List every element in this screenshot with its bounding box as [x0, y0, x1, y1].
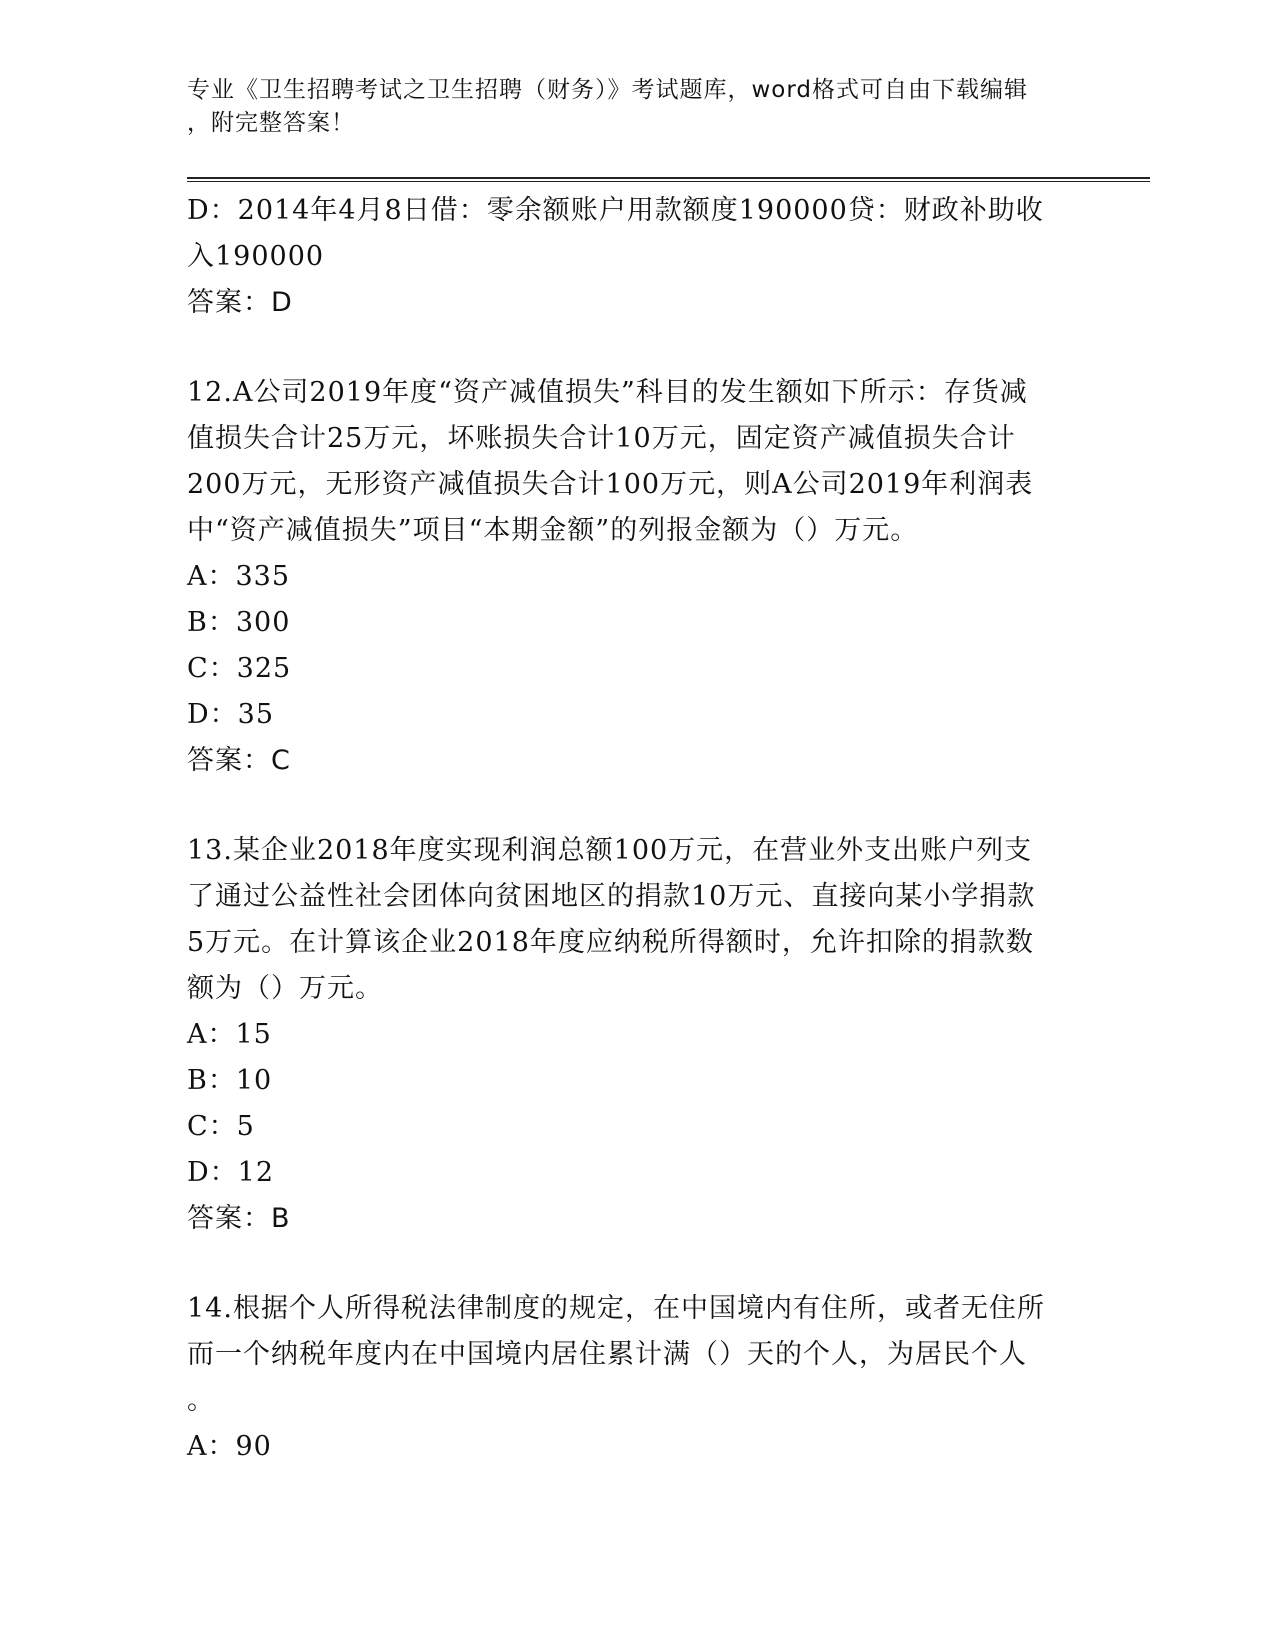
header-rule-thick	[187, 177, 1150, 179]
spacer	[187, 326, 1087, 370]
q12-stem-line-1: 12.A公司2019年度“资产减值损失”科目的发生额如下所示：存货减	[187, 377, 1028, 408]
q12-option-b: B：300	[187, 607, 291, 638]
q13-option-b: B：10	[187, 1065, 273, 1096]
q11-option-d-line-1: D：2014年4月8日借：零余额账户用款额度190000贷：财政补助收	[187, 195, 1044, 226]
spacer	[187, 784, 1087, 828]
q11-option-d-line-2: 入190000	[187, 241, 325, 272]
document-body	[187, 188, 1087, 1470]
q13-stem-line-3: 5万元。在计算该企业2018年度应纳税所得额时，允许扣除的捐款数	[187, 927, 1034, 958]
question-12	[187, 370, 1087, 784]
q14-stem-line-1: 14.根据个人所得税法律制度的规定，在中国境内有住所，或者无住所	[187, 1293, 1045, 1324]
q12-stem-line-3: 200万元，无形资产减值损失合计100万元，则A公司2019年利润表	[187, 469, 1034, 500]
q12-stem-line-4: 中“资产减值损失”项目“本期金额”的列报金额为（）万元。	[187, 515, 919, 546]
q14-stem-line-3: 。	[187, 1385, 215, 1416]
q11-answer: 答案：D	[187, 287, 293, 318]
q12-option-d: D：35	[187, 699, 275, 730]
question-11-fragment	[187, 188, 1087, 326]
question-14	[187, 1286, 1087, 1470]
q12-answer: 答案：C	[187, 745, 291, 776]
q14-option-a: A：90	[187, 1431, 272, 1462]
q13-stem-line-2: 了通过公益性社会团体向贫困地区的捐款10万元、直接向某小学捐款	[187, 881, 1036, 912]
spacer	[187, 1242, 1087, 1286]
q13-answer: 答案：B	[187, 1203, 291, 1234]
q14-stem-line-2: 而一个纳税年度内在中国境内居住累计满（）天的个人，为居民个人	[187, 1339, 1027, 1370]
q13-option-d: D：12	[187, 1157, 275, 1188]
header-line-2: ，附完整答案！	[187, 110, 355, 136]
q12-stem-line-2: 值损失合计25万元，坏账损失合计10万元，固定资产减值损失合计	[187, 423, 1016, 454]
header-line-1: 专业《卫生招聘考试之卫生招聘（财务）》考试题库，word格式可自由下载编辑	[187, 77, 1029, 103]
q13-option-c: C：5	[187, 1111, 255, 1142]
q13-option-a: A：15	[187, 1019, 272, 1050]
header-rule-thin	[187, 181, 1150, 182]
document-header	[187, 74, 1067, 140]
q12-option-a: A：335	[187, 561, 291, 592]
q12-option-c: C：325	[187, 653, 292, 684]
q13-stem-line-4: 额为（）万元。	[187, 973, 383, 1004]
question-13	[187, 828, 1087, 1242]
q13-stem-line-1: 13.某企业2018年度实现利润总额100万元，在营业外支出账户列支	[187, 835, 1033, 866]
